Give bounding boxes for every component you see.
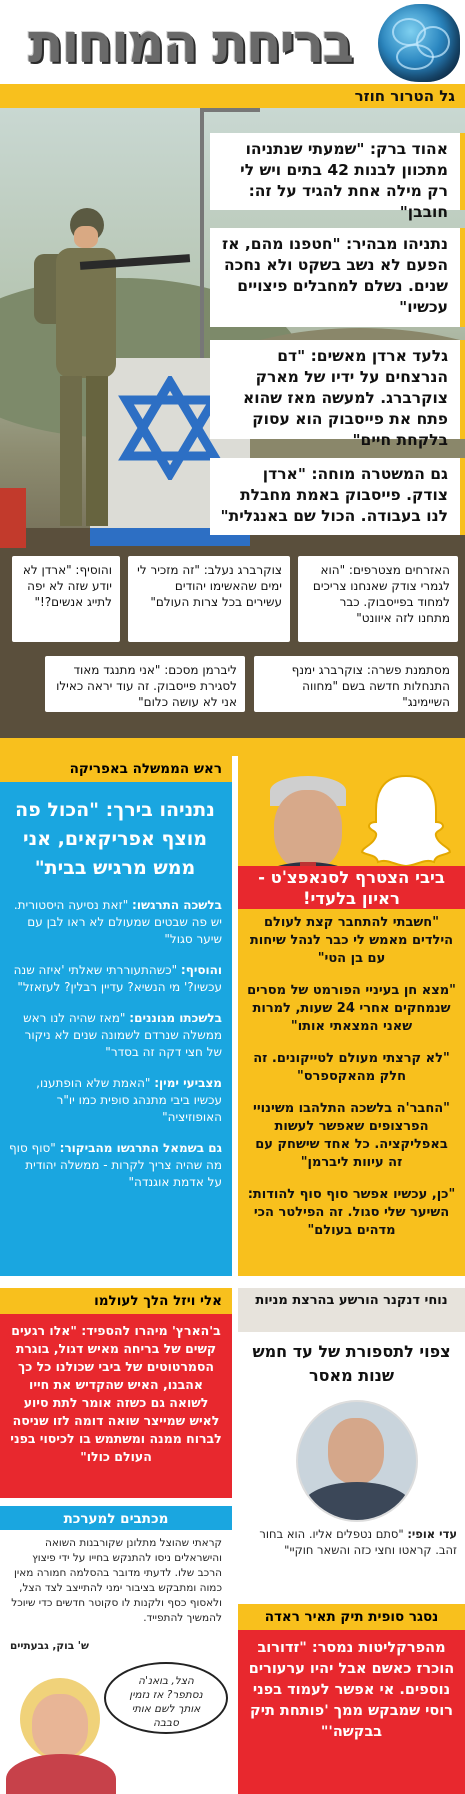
caption-text: "סתם נטפלים אליו. הוא בחור זהב. קראטו וחצי כזה והשאר חוקיי" — [259, 1527, 457, 1557]
letters-signature: ש' בוק, גבעתיים — [10, 1640, 89, 1652]
item-lead: בלשכתו מגוננים: — [129, 1011, 222, 1025]
snapchat-ghost-icon — [358, 770, 454, 870]
item-lead: גם בשמאל התרגשו מהביקור: — [59, 1141, 222, 1155]
woman-photo — [6, 1672, 116, 1794]
pm-africa-item — [8, 962, 222, 996]
item-lead: בלשכה התרגשו: — [132, 898, 222, 912]
letters-section — [0, 1506, 232, 1794]
headline-police: גם המשטרה מוחה: "ארדן צודק. פייסבוק באמת מחבלת לנו בעבודה. הכול שם באנגלית" — [210, 458, 465, 535]
rada-text: מהפרקליטות נמסר: "זדורוב הוכרז כאשם אבל יהיו ערעורים נוספים. אי אפשר לעמוד בפני רוסי שמבקש ממך 'פותחת תיק בבקשה'" — [238, 1630, 465, 1794]
quote-citizens: האזרחים מצטרפים: "הוא לגמרי צודק שאנחנו צריכים למחוד בפייסבוק. כבר מתחנו לזה איוונט" — [298, 556, 458, 642]
wiesel-section — [0, 1288, 232, 1498]
quote-liberman: ליברמן מסכם: "אני מתנגד מאוד לסגירת פייסבוק. זה עוד יראה כאילו אני לא עושה כלום" — [45, 656, 245, 712]
snapchat-section — [238, 756, 465, 1276]
item-text: "כשהתעוררתי שאלתי 'איזה שנה עכשיו?' מי הנשיא? עדיין רבלין? לעזאזל" — [13, 963, 222, 994]
headline-barak: אהוד ברק: "שמעתי שנתניהו מתכוון לבנות 42 בתים ויש לי רק מילה אחת להגיד על זה: חובבן" — [210, 133, 465, 210]
rada-section — [238, 1604, 465, 1794]
masthead-title: בריחת המוחות — [28, 12, 352, 76]
dankner-caption — [246, 1526, 457, 1574]
snapchat-item: "חשבתי להתחבר קצת לעולם הילדים מאמש לי כבר לנהל שיחות עם בן הטי" — [249, 915, 454, 966]
snapchat-items — [246, 914, 457, 1274]
pm-africa-section — [0, 756, 232, 1276]
snapchat-item: "כן, עכשיו אפשר סוף סוף להודות: השיער שלי סגול. זה הפילטר הכי מדהים בעולם" — [247, 1187, 456, 1238]
quote-added: והוסיף: "ארדן לא יודע שזה לא יפה לתייג אנשים?!" — [12, 556, 120, 642]
wiesel-text: ב'הארץ' מיהרו להספיד: "אלו רגעים קשים של בריחה מאיש דגול, בוגרת הסמרטוטים של ביבי שכולנו כל כך אהבנו, האיש שהקדיש את חייו לשואה גם כשזה אומר לתת סיוע לאיש שמייצר שואה דומה לזו שניסה לברוח ממנה ומשתמש בו לכיסוי בפני העולם כולו" — [0, 1314, 232, 1498]
item-text: "מאז שהיה לנו ראש ממשלה שנרדם לשמונה שנים לא ניקור של חצי דקה זה בסדר" — [23, 1011, 222, 1059]
pm-africa-item — [8, 1075, 222, 1126]
dankner-photo — [296, 1400, 418, 1522]
snapchat-item: "לא קרצתי מעולם לטייקונים. זה חלק מהאקספרס" — [253, 1051, 450, 1084]
headline-erdan: גלעד ארדן מאשים: "דם הנרצחים על ידיו של מארק צוקרברג. למעשה מאז שהוא פתח את פייסבוק הוא עסוק בלקחת חיים" — [210, 340, 465, 439]
headline-netanyahu: נתניהו מבהיר: "חטפנו מהם, אז הפעם לא נשב בשקט ולא נחכה שנים. נשלם למחבלים פיצויים עכשיו" — [210, 228, 465, 327]
item-text: "זאת נסיעה היסטורית. יש פה שבטים שמעולם לא ראו לבן עם שיער סגול" — [13, 898, 222, 946]
masthead — [0, 0, 465, 85]
pm-africa-item — [8, 897, 222, 948]
pm-africa-header: ראש הממשלה באפריקה — [0, 756, 232, 782]
speech-bubble: הצל, בואנ'ה נסתפר? אז נזמין אותך לשם אותי סבבה — [104, 1662, 228, 1734]
author-bar: גל הטרור חוזר — [0, 84, 465, 108]
item-lead: מצביעי ימין: — [154, 1076, 222, 1090]
quote-zuckerberg: צוקרברג נעלב: "זה מזכיר לי ימים שהאשימו יהודים עשירים בכל צרות העולם" — [128, 556, 290, 642]
pm-africa-item — [8, 1010, 222, 1061]
caption-lead: עדי אופי: — [407, 1527, 457, 1541]
brain-logo-icon — [378, 4, 460, 82]
pm-africa-title: נתניהו בירך: "הכול פה מוצף אפריקאים, אני ממש מרגיש בבית" — [15, 799, 215, 879]
dankner-section — [238, 1288, 465, 1588]
dankner-title: צפוי לתספורת של עד חמש שנות מאסר — [252, 1342, 451, 1385]
dankner-header: נוחי דנקנר הורשע בהרצת מניות — [238, 1288, 465, 1332]
snapchat-item: "החבר'ה בלשכה התלהבו משינויי הפרצופים שאפשר לעשות באפליקציה. כל אחד שישחק עם זה עיוות ליברמן" — [253, 1101, 450, 1170]
snapchat-item: "מצא חן בעיניי הפורמט של מסרים שנמחקים אחרי 24 שעות, למרות שאני המצאתי אותו" — [247, 983, 456, 1034]
pm-africa-item — [8, 1140, 222, 1191]
letters-text: קראתי שהוצל מתלונן שקורבנות השואה והישראלים ניסו להתנקש בחייו על ידי פיצוץ הרכב שלו. לדעתי מדובר בהסלמה חמורה מאין כמוה ומתבקש בציבור ימני להתייצב לצד הצל, ולאסוף כסף ולקנות לו סקוטר חדשים כדי שיוכל להמשיך להתפייד. — [11, 1537, 222, 1624]
separator-bar — [0, 738, 465, 756]
wiesel-header: אלי ויזל הלך לעולמו — [0, 1288, 232, 1314]
snapchat-title: ביבי הצטרף לסנאפצ'ט - ראיון בלעדי! — [238, 866, 465, 909]
item-text: "סוף סוף מה שהיה צריך לקרות - ממשלה יהודית על אדמת אוגנדה" — [9, 1141, 222, 1189]
item-text: "האמת שלא הופתענו, עכשיו ביבי מתנהג סופית כמו יו"ר האופוזיציה" — [36, 1076, 222, 1124]
item-lead: והוסיף: — [180, 963, 222, 977]
quote-compromise: מסתמנת פשרה: צוקרברג ימנף התנחלות חדשה בשם "מחווה השיימינג" — [254, 656, 458, 712]
rada-header: נסגר סופית תיק תאיר ראדה — [238, 1604, 465, 1630]
letters-header: מכתבים למערכת — [0, 1506, 232, 1530]
soldier-image — [40, 208, 150, 538]
